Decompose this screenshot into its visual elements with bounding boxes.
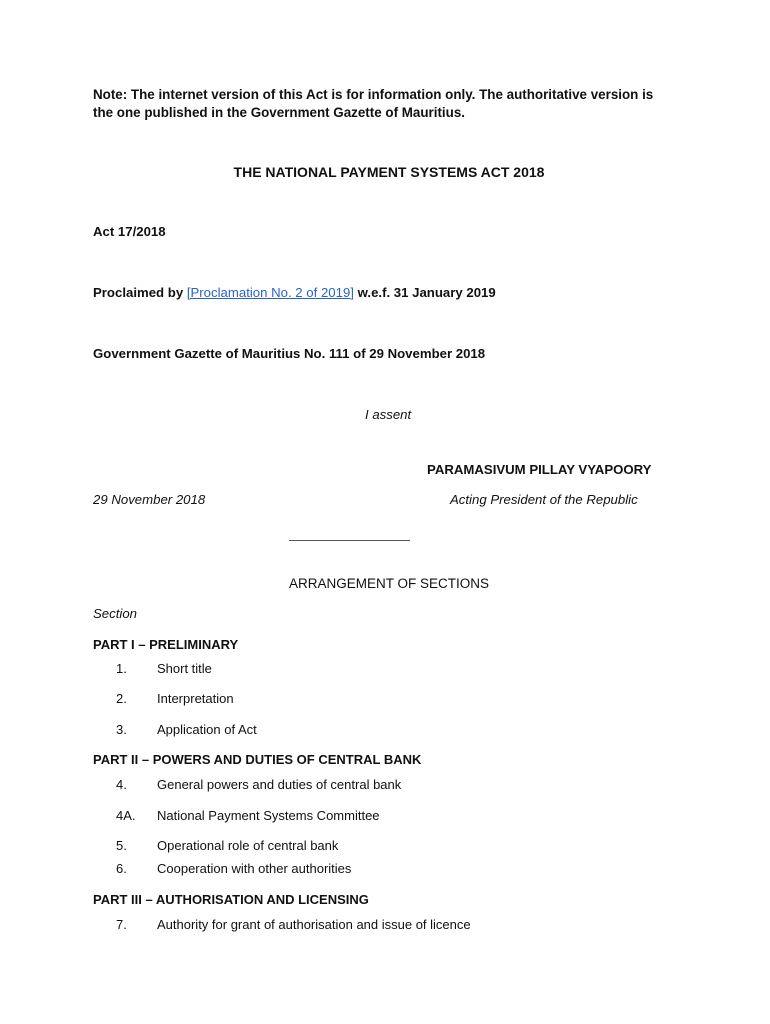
section-number: 4. [116,777,127,792]
section-title: Cooperation with other authorities [157,861,352,876]
section-number: 3. [116,722,127,737]
assent-text: I assent [365,407,412,422]
section-title: Application of Act [157,722,257,737]
disclaimer-line-1: Note: The internet version of this Act is for information only. The authoritative version is [93,87,654,102]
proclamation-prefix: Proclaimed by [93,285,184,300]
proclamation-line [93,285,496,300]
disclaimer-line-2: the one published in the Government Gazette of Mauritius. [93,105,465,120]
gazette-reference: Government Gazette of Mauritius No. 111 of 29 November 2018 [93,346,486,361]
assent-date: 29 November 2018 [93,492,206,507]
section-title: Short title [157,661,212,676]
disclaimer-note [93,86,653,122]
section-number: 4A. [116,808,136,823]
part-heading: PART I – PRELIMINARY [93,637,239,652]
section-number: 1. [116,661,127,676]
section-number: 5. [116,838,127,853]
signatory-name: PARAMASIVUM PILLAY VYAPOORY [427,462,652,477]
section-title: National Payment Systems Committee [157,808,380,823]
part-heading: PART III – AUTHORISATION AND LICENSING [93,892,369,907]
arrangement-heading: ARRANGEMENT OF SECTIONS [288,576,490,591]
act-title: THE NATIONAL PAYMENT SYSTEMS ACT 2018 [233,164,545,180]
part-heading: PART II – POWERS AND DUTIES OF CENTRAL BANK [93,752,422,767]
section-number: 7. [116,917,127,932]
divider-rule [289,540,410,541]
section-title: Operational role of central bank [157,838,339,853]
proclamation-link[interactable]: [Proclamation No. 2 of 2019] [186,285,354,300]
act-number: Act 17/2018 [93,224,166,239]
section-label: Section [93,606,137,621]
proclamation-suffix: w.e.f. 31 January 2019 [357,285,496,300]
signatory-title: Acting President of the Republic [450,492,638,507]
section-number: 6. [116,861,127,876]
section-number: 2. [116,691,127,706]
section-title: Authority for grant of authorisation and issue of licence [157,917,471,932]
section-title: General powers and duties of central bank [157,777,402,792]
section-title: Interpretation [157,691,234,706]
